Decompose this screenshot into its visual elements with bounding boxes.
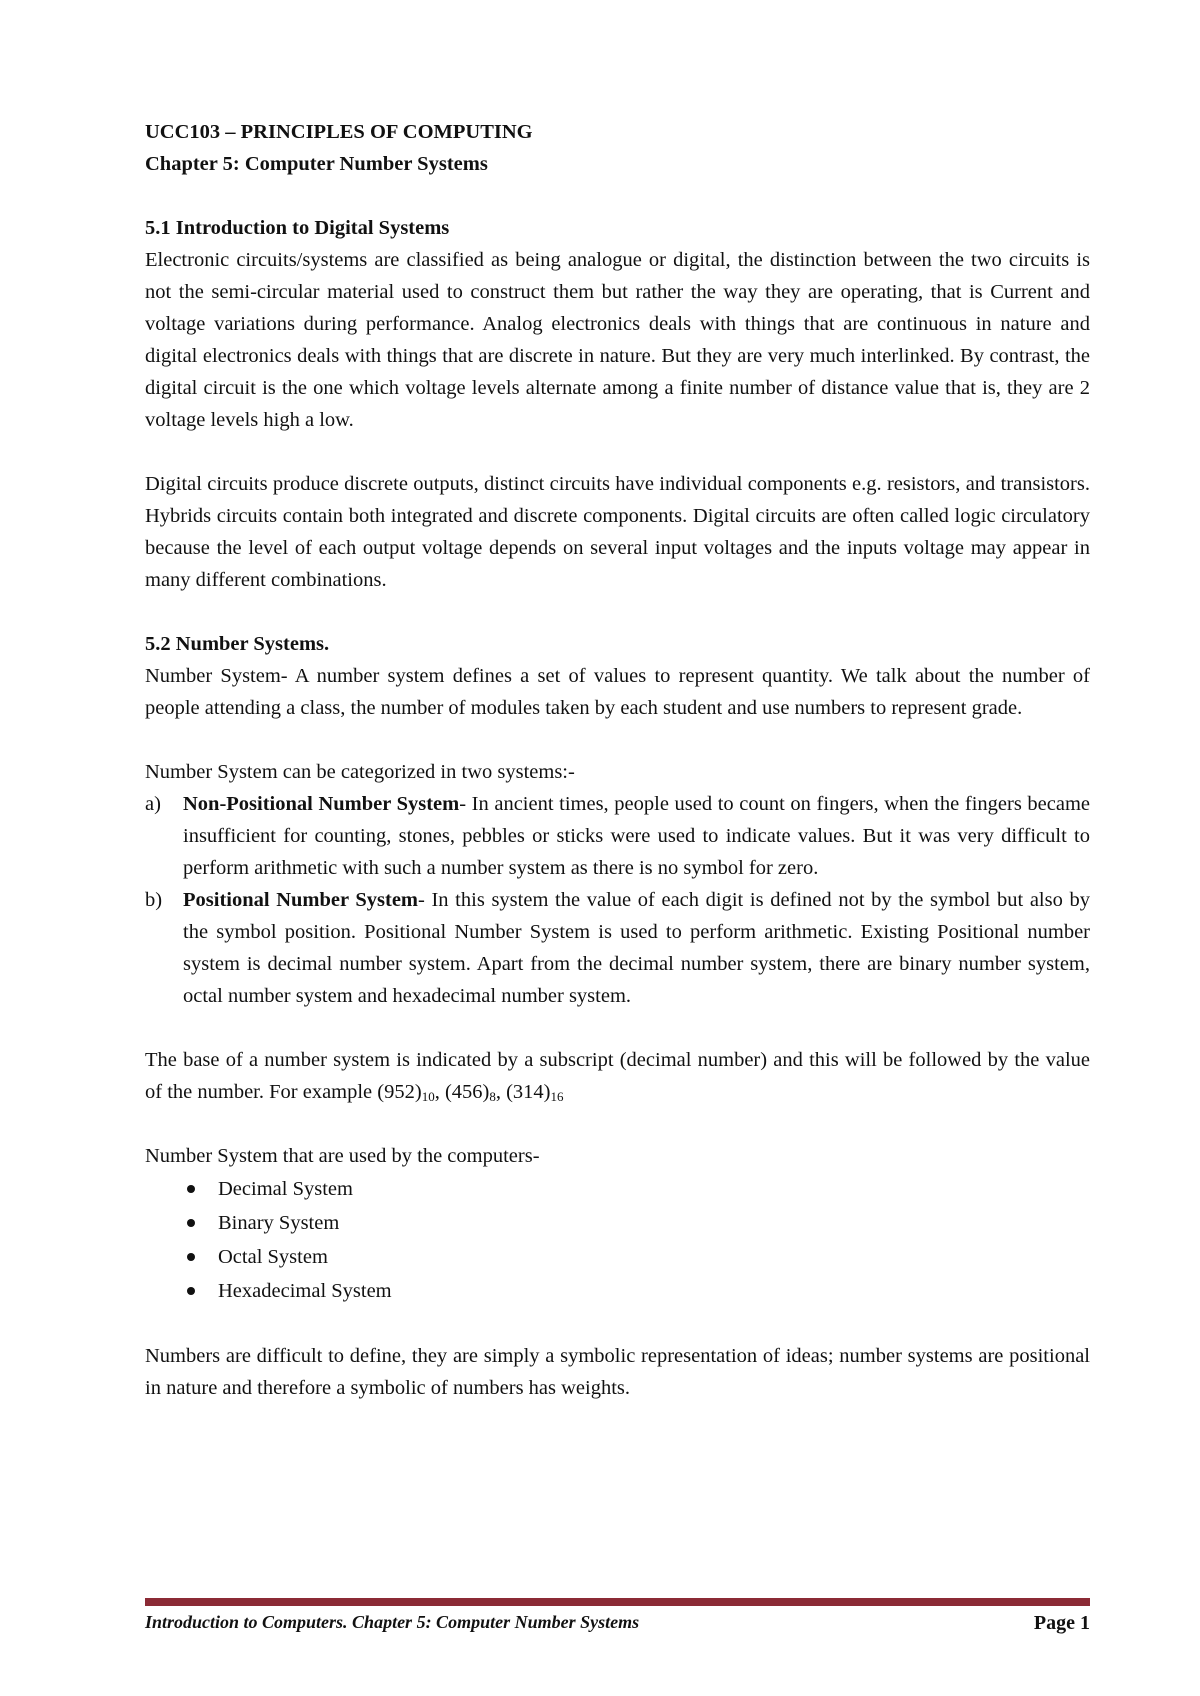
document-page — [145, 116, 1090, 1404]
number-systems-list — [145, 1172, 1090, 1308]
list-item: Hexadecimal System — [145, 1274, 1090, 1308]
section-5-1-heading: 5.1 Introduction to Digital Systems — [145, 217, 450, 239]
list-item-text: - In this system the value of each digit is defined not by the symbol but also by the symbol position. Positional Number System is used to perform arithmetic. Existing Positional number system is decimal number system. Apart from the decimal number system, there are binary number system, octal number system and hexadecimal number system. — [183, 889, 1090, 1007]
list-item-positional — [145, 884, 1090, 1012]
bullet-icon — [145, 1172, 218, 1206]
bullet-icon — [145, 1206, 218, 1240]
footer-title: Introduction to Computers. Chapter 5: Computer Number Systems — [145, 1612, 640, 1632]
list-item-term: Non-Positional Number System — [183, 793, 460, 815]
example-2: $(456)_8$, — [444, 1081, 507, 1104]
list-item-text: - In ancient times, people used to count on fingers, when the fingers became insufficient for counting, stones, pebbles or sticks were used to indicate values. But it was very difficult to perform arithmetic with such a number system as there is no symbol for zero. — [183, 793, 1090, 879]
example-1: $(952)_{10}$, — [377, 1081, 445, 1104]
chapter-title: Chapter 5: Computer Number Systems — [145, 153, 488, 175]
page-number: Page 1 — [1033, 1612, 1090, 1634]
list-item-body — [183, 788, 1090, 884]
footer-divider — [145, 1598, 1090, 1606]
bullet-icon — [145, 1240, 218, 1274]
list-item-term: Positional Number System — [183, 889, 418, 911]
list-item: Binary System — [145, 1206, 1090, 1240]
computers-intro: Number System that are used by the computers- — [145, 1145, 540, 1167]
base-paragraph — [145, 1044, 1090, 1108]
section-5-1-paragraph-1: Electronic circuits/systems are classified as being analogue or digital, the distinction between the two circuits is not the semi-circular material used to construct them but rather the way they are operating, that is Current and voltage variations during performance. Analog electronics deals with things that are continuous in nature and digital electronics deals with things that are discrete in nature. But they are very much interlinked. By contrast, the digital circuit is the one which voltage levels alternate among a finite number of distance value that is, they are 2 voltage levels high a low. — [145, 249, 1090, 431]
list-item: Decimal System — [145, 1172, 1090, 1206]
list-item-non-positional — [145, 788, 1090, 884]
bullet-icon — [145, 1274, 218, 1308]
example-3: $(314)_{16}$ — [506, 1081, 564, 1104]
list-item-body — [183, 884, 1090, 1012]
list-marker: a) — [145, 793, 161, 815]
page-footer — [145, 1612, 1090, 1635]
categories-intro: Number System can be categorized in two systems:- — [145, 761, 575, 783]
section-5-2-paragraph-1: Number System- A number system defines a set of values to represent quantity. We talk about the number of people attending a class, the number of modules taken by each student and use numbers to represent grade. — [145, 665, 1090, 719]
list-marker: b) — [145, 889, 163, 911]
base-paragraph-text: The base of a number system is indicated by a subscript (decimal number) and this will be followed by the value of the number. For example — [145, 1049, 1090, 1103]
section-5-1-paragraph-2: Digital circuits produce discrete outputs, distinct circuits have individual components e.g. resistors, and transistors. Hybrids circuits contain both integrated and discrete components. Digital circuits are often called logic circulatory because the level of each output voltage depends on several input voltages and the inputs voltage may appear in many different combinations. — [145, 473, 1090, 591]
closing-paragraph: Numbers are difficult to define, they are simply a symbolic representation of ideas; number systems are positional in nature and therefore a symbolic of numbers has weights. — [145, 1345, 1090, 1399]
course-title: UCC103 – PRINCIPLES OF COMPUTING — [145, 121, 533, 143]
section-5-2-heading: 5.2 Number Systems. — [145, 633, 330, 655]
list-item: Octal System — [145, 1240, 1090, 1274]
